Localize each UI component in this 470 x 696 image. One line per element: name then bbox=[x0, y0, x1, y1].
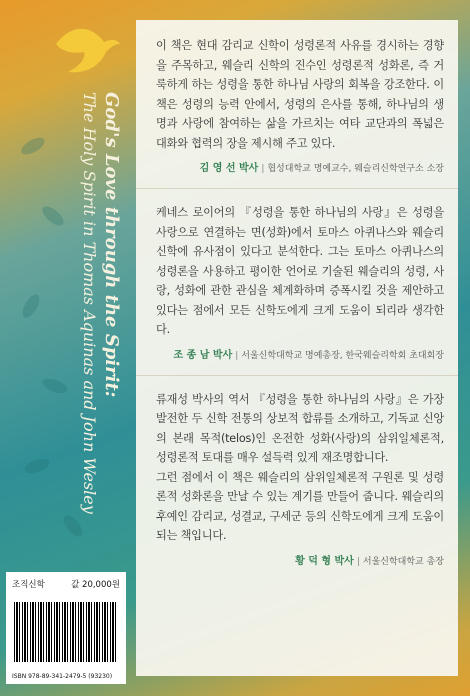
divider bbox=[136, 375, 458, 376]
spine-title-block bbox=[78, 92, 122, 514]
review-block bbox=[156, 390, 444, 567]
leaf-decoration bbox=[23, 456, 52, 476]
review-text: 류재성 박사의 역서 『성령을 통한 하나님의 사랑』은 가장 발전한 두 신학 전통의 상보적 합류를 소개하고, 기독교 신앙의 본래 목적(telos)인 온전한 성화(사랑)의 삼위일체론적, 성령론적 토대를 매우 설득력 있게 재조명합니다. bbox=[156, 392, 444, 464]
leaf-decoration bbox=[60, 512, 86, 540]
barcode bbox=[14, 602, 118, 662]
leaf-decoration bbox=[41, 376, 70, 396]
category-label: 조직신학 bbox=[12, 580, 45, 590]
reviewer-affiliation: 협성대학교 명예교수, 웨슬리신학연구소 소장 bbox=[267, 164, 444, 174]
price-barcode-box bbox=[6, 572, 126, 684]
price-label: 값 20,000원 bbox=[71, 580, 120, 590]
isbn-label: ISBN 978-89-341-2479-5 (93230) bbox=[12, 673, 113, 680]
leaf-decoration bbox=[19, 292, 42, 321]
endorsement-panel bbox=[136, 20, 458, 676]
review-block bbox=[156, 203, 444, 361]
reviewer-credit: 황 덕 형 박사 | 서울신학대학교 총장 bbox=[295, 555, 444, 567]
divider bbox=[136, 188, 458, 189]
dove-icon bbox=[46, 14, 126, 94]
reviewer-credit: 조 종 남 박사 | 서울신학대학교 명예총장, 한국웨슬리학회 초대회장 bbox=[173, 349, 444, 361]
review-text-continued: 그런 점에서 이 책은 웨슬리의 삼위일체론적 구원론 및 성령론적 성화론을 만날 수 있는 계기를 만들어 줍니다. 웨슬리의 후예인 감리교, 성결교, 구세군 등의 신학도에게 크게 도움이 되는 책입니다. bbox=[156, 470, 444, 542]
leaf-decoration bbox=[39, 203, 67, 229]
reviewer-name: 조 종 남 박사 bbox=[173, 349, 233, 361]
reviewer-affiliation: 서울신학대학교 총장 bbox=[362, 556, 444, 567]
review-block bbox=[156, 36, 444, 174]
reviewer-credit: 김 영 선 박사 | 협성대학교 명예교수, 웨슬리신학연구소 소장 bbox=[199, 163, 444, 174]
reviewer-name: 김 영 선 박사 bbox=[199, 163, 259, 174]
english-subtitle: The Holy Spirit in Thomas Aquinas and John Wesley bbox=[80, 92, 99, 514]
review-text: 이 책은 현대 감리교 신학이 성령론적 사유를 경시하는 경향을 주목하고, 웨슬리 신학의 진수인 성령론적 성화론, 즉 거룩하게 하는 성령을 통한 하나님 사랑의 회복을 강조한다. 이 책은 성령의 능력 안에서, 성령의 은사를 통해, 하나님의 생명과 사랑에 참여하는 삶을 가르치는 여타 교단과의 폭넓은 대화와 협력의 장을 제시해 주고 있다. bbox=[156, 39, 444, 150]
leaf-decoration bbox=[19, 134, 48, 157]
english-title: God's Love through the Spirit: bbox=[101, 92, 122, 398]
review-text: 케네스 로이어의 『성령을 통한 하나님의 사랑』은 성령을 사랑으로 연결하는 면(성화)에서 토마스 아퀴나스와 웨슬리 신학에 유사점이 있다고 분석한다. 그는 토마스 아퀴나스의 성령론을 사용하고 평이한 언어로 기술된 웨슬리의 성령, 사랑, 성화에 관한 관심을 체계화하며 증폭시킬 것을 제안하고 있다는 점에서 모든 신학도에게 크게 도움이 되리라 생각한다. bbox=[156, 206, 444, 336]
reviewer-affiliation: 서울신학대학교 명예총장, 한국웨슬리학회 초대회장 bbox=[241, 350, 444, 361]
reviewer-name: 황 덕 형 박사 bbox=[295, 555, 354, 567]
